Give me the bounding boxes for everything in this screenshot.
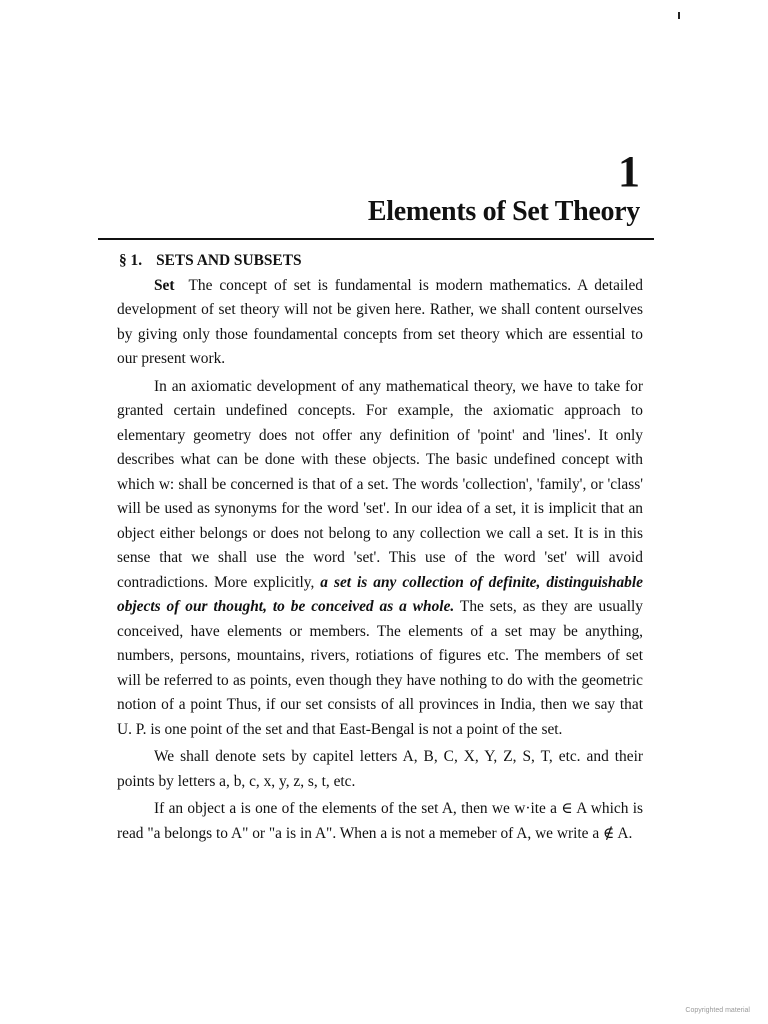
paragraph-1-text: The concept of set is fundamental is modern mathematics. A detailed development of set theory will not be given here. Rather, we shall content ourselves by giving only those foundamental concepts from set theory which are essential to our present work. xyxy=(117,276,643,367)
paragraph-4 xyxy=(117,797,643,846)
chapter-title: Elements of Set Theory xyxy=(367,196,640,227)
set-definition-emphasis: a set is any collection of definite, distinguishable objects of our thought, to be conceived as a whole. xyxy=(117,573,643,615)
body-text xyxy=(117,249,643,846)
paragraph-4-text: If an object a is one of the elements of the set A, then we w·ite a ∈ A which is read "a belongs to A" or "a is in A". When a is not a memeber of A, we write a ∉ A. xyxy=(117,800,643,842)
paragraph-1 xyxy=(117,274,643,372)
paragraph-2 xyxy=(117,375,643,743)
copyright-watermark: Copyrighted material xyxy=(685,1007,750,1014)
paragraph-2-text-b: The sets, as they are usually conceived, have elements or members. The elements of a set may be anything, numbers, persons, mountains, rivers, rotiations of figures etc. The members of set will be referred to as points, even though they have nothing to do with the geometric notion of a point Thus, if our set consists of all provinces in India, then we say that U. P. is one point of the set and that East-Bengal is not a point of the set. xyxy=(117,598,644,738)
paragraph-3-text: We shall denote sets by capitel letters A, B, C, X, Y, Z, S, T, etc. and their points by letters a, b, c, x, y, z, s, t, etc. xyxy=(117,748,643,790)
run-in-heading: Set xyxy=(154,276,175,294)
section-number: § 1. xyxy=(119,252,143,269)
scan-speck xyxy=(678,12,680,19)
section-title: SETS AND SUBSETS xyxy=(156,252,302,269)
section-heading xyxy=(117,249,643,274)
title-rule xyxy=(98,238,654,240)
paragraph-3 xyxy=(117,745,643,794)
chapter-number: 1 xyxy=(618,147,640,196)
paragraph-2-text-a: In an axiomatic development of any mathematical theory, we have to take for granted certain undefined concepts. For example, the axiomatic approach to elementary geometry does not offer any definition of 'point' and 'lines'. It only describes what can be done with these objects. The basic undefined concept with which w: shall be concerned is that of a set. The words 'collection', 'family', or 'class' will be used as synonyms for the word 'set'. In our idea of a set, it is implicit that an object either belongs or does not belong to any collection we call a set. It is in this sense that we shall use the word 'set'. This use of the word 'set' will avoid contradictions. More explicitly, xyxy=(117,377,643,591)
